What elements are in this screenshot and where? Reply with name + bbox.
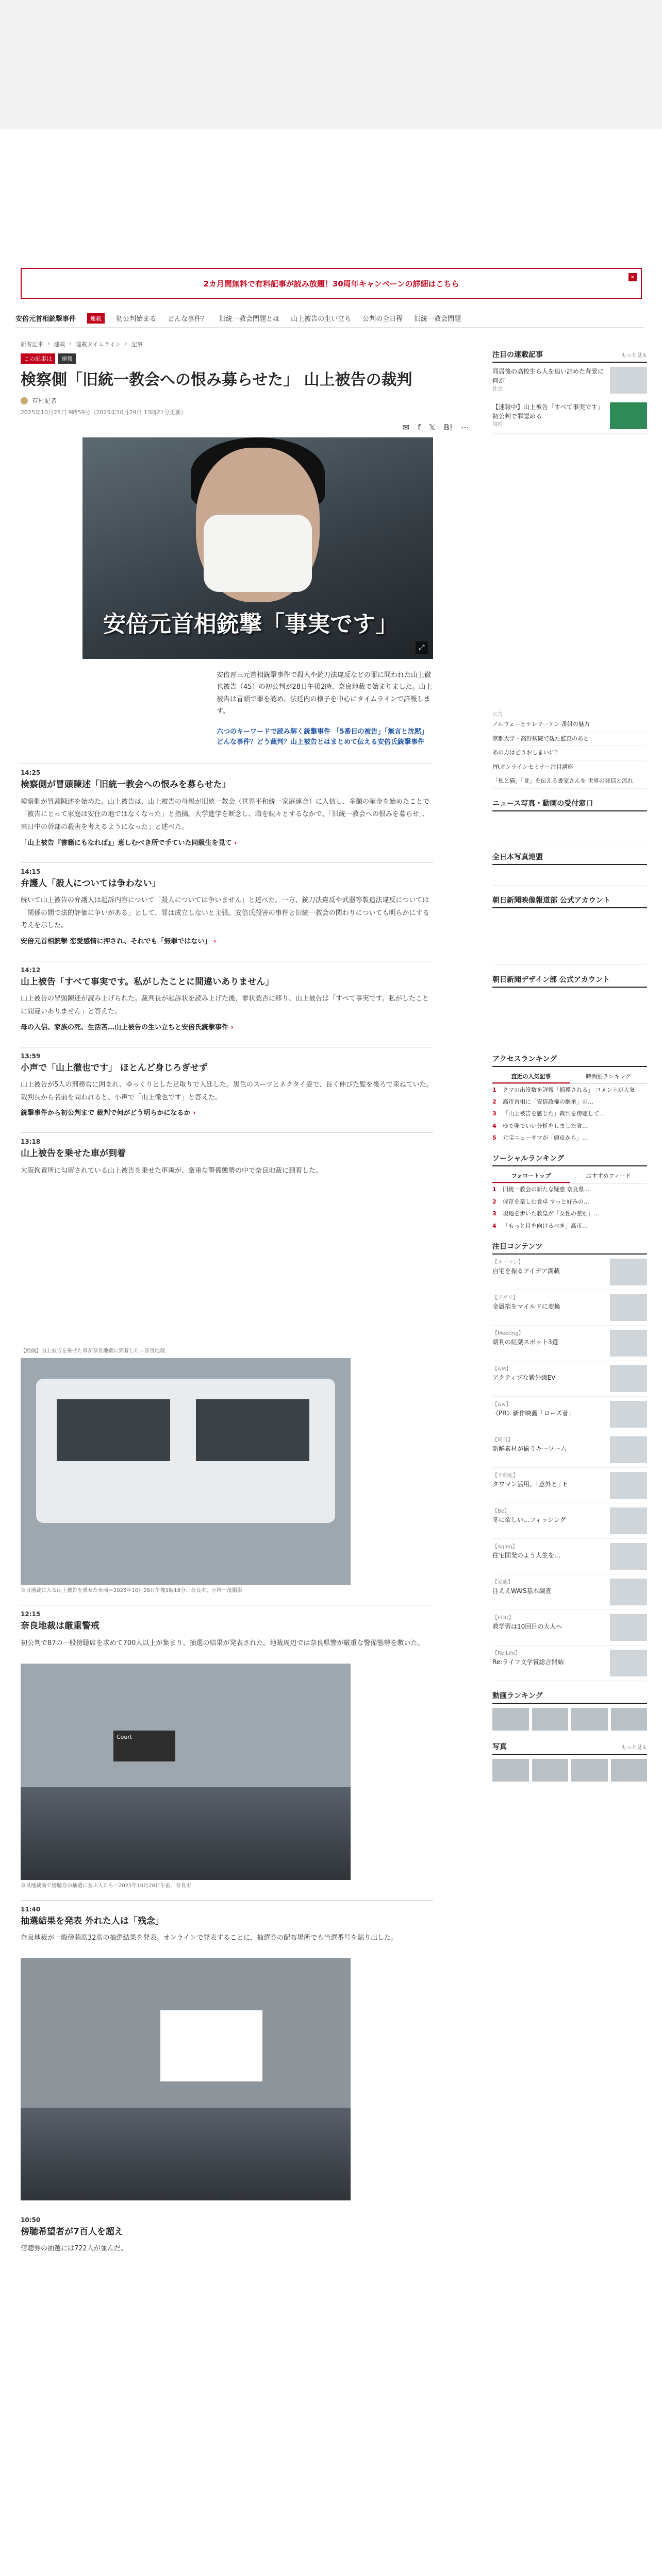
entry-body: 山上被告が5人の刑務官に囲まれ、ゆっくりとした足取りで入廷した。黒色のスーツとネクタイ姿で、長く伸びた髪を後ろで束ねていた。裁判長から名前を問われると、小声で「山上徹也です」と答えた。 — [21, 1081, 433, 1101]
photo-lottery[interactable] — [21, 1958, 351, 2200]
video-card[interactable] — [611, 1708, 648, 1732]
entry-body: 初公判で87の一般傍聴席を求めて700人以上が集まり、抽選の結果が発表された。地裁周辺では奈良県警が厳重な警備態勢を敷いた。 — [21, 1639, 424, 1647]
timeline-entry — [21, 1605, 433, 1650]
breadcrumb: 新着記事 › 連載 › 連載タイムライン › 記事 — [21, 340, 143, 348]
sidebar-heading: 朝日新聞デザイン部 公式アカウント — [492, 974, 647, 988]
sidebar-link-list — [492, 718, 647, 789]
promo-item[interactable]: 【家族】 注ええWAIS基本調査 — [492, 1574, 647, 1610]
hero-caption: 安倍元首相銃撃「事実です」 — [103, 611, 398, 637]
ranking-tab[interactable]: 時間別ランキング — [586, 1073, 631, 1080]
photo-van-window — [57, 1399, 170, 1461]
promo-item[interactable]: 【&M】 アクティブな紫外線EV — [492, 1361, 647, 1397]
entry-body: 傍聴券の抽選には722人が並んだ。 — [21, 2245, 127, 2253]
entry-title: 検察側が冒頭陳述「旧統一教会への恨みを募らせた」 — [21, 779, 231, 790]
timeline-entry — [21, 1047, 433, 1120]
subnav-link[interactable]: 初公判始まる — [116, 315, 157, 323]
photo-van[interactable] — [21, 1358, 351, 1585]
ranking-item[interactable]: 2 高市首相に「安倍政権の継承」の… — [492, 1098, 593, 1105]
photo-card[interactable] — [532, 1759, 569, 1783]
ranking-item[interactable]: 4 ゆで卵でいい分析をしました食… — [492, 1122, 588, 1129]
more-icon[interactable]: ⋯ — [461, 422, 469, 432]
author-avatar — [21, 397, 28, 404]
ranking-tabs — [492, 1070, 647, 1084]
keyword-links[interactable]: 六つのキーワードで読み解く銃撃事件 「5番目の被告」「無言と沈黙」 どんな事件？どう裁判？山上被告とはまとめて伝える安倍氏銃撃事件 — [217, 727, 428, 747]
related-link[interactable]: 「山上被告『書籍にもなれば』」恵しむべき所で手ていた同級生を見て › — [21, 839, 237, 847]
entry-title: 奈良地裁は厳重警戒 — [21, 1621, 100, 1632]
breadcrumb-item[interactable]: 連載タイムライン — [75, 341, 121, 348]
photo-submission-box[interactable] — [492, 811, 647, 842]
timeline-entry — [21, 1900, 433, 1945]
photo-van-window — [196, 1399, 309, 1461]
mail-icon[interactable]: ✉ — [402, 422, 410, 432]
author-link[interactable]: 有村記者 — [32, 397, 57, 404]
photo-crowd[interactable] — [21, 1664, 351, 1880]
sidebar-item-title: 【速報中】山上被告「すべて事実です」 初公判で罪認める — [492, 403, 604, 420]
entry-time: 14:12 — [21, 966, 41, 974]
entry-time: 12:15 — [21, 1611, 41, 1618]
series-title[interactable]: 安倍元首相銃撃事件 — [15, 315, 76, 323]
social-item[interactable]: 1 旧統一教会の新たな疑惑 奈良県… — [492, 1186, 590, 1193]
entry-body: 山上被告の冒頭陳述が読み上げられた。裁判長が起訴状を読み上げた後、罪状認否に移り、山上被告は「すべて事実です。私がしたことに間違いありません」と答えた。 — [21, 995, 429, 1016]
related-link[interactable]: 銃撃事件から初公判まで 裁判で何がどう明らかになるか › — [21, 1109, 196, 1117]
promo-item[interactable]: 【Meeting】 朝利の紅葉スポット3選 — [492, 1326, 647, 1361]
photo-credit: 奈良地裁前で傍聴券の抽選に並ぶ人たち＝2025年10月28日午前、奈良市 — [21, 1883, 191, 1889]
sidebar-heading: ソーシャルランキング — [492, 1153, 647, 1166]
sidebar-thumb — [610, 367, 647, 394]
promo-item[interactable]: 【ル・マン】 自宅を振るアイデア満載 — [492, 1255, 647, 1290]
timeline-entry — [21, 862, 433, 947]
subnav-link[interactable]: 山上被告の生い立ち — [291, 315, 352, 323]
label-badge: この記事は — [21, 353, 55, 364]
entry-body: 検察側が冒頭陳述を始めた。山上被告は、山上被告の母親が旧統一教会（世界平和統一家庭連合）に入信し、多額の献金を始めたことで「被告にとって家庭は安住の地ではなくなった」と指摘。大学進学を断念し、職を転々とするなかで、「旧統一教会への恨みを募らせ」、来日中の幹部の殺害を考えるようになった」と述べた。 — [21, 798, 430, 832]
entry-title: 小声で「山上徹也です」 ほとんど身じろぎせず — [21, 1062, 208, 1073]
entry-body: 奈良地裁が一般傍聴席32席の抽選結果を発表。オンラインで発表することに、抽選券の配布場所でも当選番号を貼り出した。 — [21, 1934, 398, 1942]
article-main — [21, 340, 469, 2269]
embed-placeholder — [21, 1191, 433, 1345]
ranking-item[interactable]: 1 クマの出没数を詳報「捕獲される」 コメントが人気 — [492, 1086, 635, 1093]
article-labels — [21, 353, 469, 364]
expand-icon[interactable]: ⤢ — [416, 641, 428, 654]
hatena-icon[interactable]: B! — [443, 422, 453, 432]
sidebar-item[interactable]: 【速報中】山上被告「すべて事実です」 初公判で罪認める 国内 — [492, 398, 647, 434]
entry-title: 弁護人「殺人については争わない」 — [21, 878, 161, 889]
entry-time: 13:18 — [21, 1138, 41, 1146]
series-subnav — [15, 309, 644, 328]
byline — [21, 396, 469, 405]
promo-item[interactable]: 【Aging】 住宅開発のよう人生を… — [492, 1539, 647, 1574]
timeline-entry — [21, 1132, 433, 1177]
sidebar-link[interactable]: あの力はどうおしまいに？ — [492, 746, 647, 760]
social-item[interactable]: 3 現地を歩いた教皇が「女性の差別」… — [492, 1210, 599, 1217]
sidebar-item[interactable]: 同居後の高校生ら人を追い詰めた背景に何が 社会 — [492, 363, 647, 398]
video-card[interactable] — [532, 1708, 569, 1732]
facebook-icon[interactable]: f — [418, 422, 421, 432]
campaign-banner[interactable] — [21, 268, 642, 299]
account-box[interactable] — [492, 908, 647, 965]
photo-caption: 【動画】山上被告を乗せた車が奈良地裁に到着した＝奈良地裁 — [21, 1348, 165, 1354]
hero-figure-mask — [204, 515, 312, 592]
promo-item[interactable]: 【Re:Life】 Re:ライフ文学賞総合開始 — [492, 1646, 647, 1681]
sidebar-heading: ニュース写真・動画の受付窓口 — [492, 798, 647, 811]
top-blank-area — [0, 0, 662, 129]
promo-item[interactable]: 【朝日】 新鮮素材が揃うキーワーム — [492, 1432, 647, 1468]
entry-title: 山上被告を乗せた車が到着 — [21, 1148, 126, 1159]
subnav-link[interactable]: 公判の全日程 — [362, 315, 403, 323]
social-tabs — [492, 1170, 647, 1183]
photo-court-sign: Court — [113, 1731, 175, 1761]
label-badge: 速報 — [58, 353, 76, 364]
sidebar-heading: 動画ランキング — [492, 1690, 647, 1704]
series-tag: 連載 — [87, 313, 105, 324]
video-card[interactable] — [492, 1708, 529, 1732]
entry-time: 14:15 — [21, 868, 41, 875]
promo-item[interactable]: 【不動産】 タワマン活用、「意外と」E — [492, 1468, 647, 1503]
breadcrumb-item[interactable]: 連載 — [54, 341, 65, 348]
subnav-link[interactable]: どんな事件？ — [168, 315, 208, 323]
sidebar-thumb — [610, 402, 647, 429]
timeline-entry — [21, 2211, 433, 2256]
promo-item[interactable]: 【Be】 冬に欲しい…フィッシング — [492, 1503, 647, 1539]
photo-crowd-people — [21, 1787, 351, 1880]
entry-body: 続いて山上被告の弁護人は起訴内容について「殺人については争いません」と述べた。一方、銃刀法違反や武器等製造法違反については「関係の間で法的評価に争いがある」として、罪は成立しないと主張。安倍氏殺害の事件と旧統一教会の関わりについても明らかにする考えを示した。 — [21, 896, 429, 930]
video-card[interactable] — [571, 1708, 608, 1732]
ad-space — [492, 434, 647, 702]
x-icon[interactable]: 𝕏 — [428, 422, 436, 432]
social-item[interactable]: 2 保存を楽しむ食卓 すっと好みの… — [492, 1198, 589, 1205]
breadcrumb-item[interactable]: 新着記事 — [21, 341, 43, 348]
entry-time: 13:59 — [21, 1052, 41, 1060]
social-tab[interactable]: フォロートップ — [492, 1170, 570, 1183]
close-icon[interactable]: × — [628, 273, 637, 281]
share-bar — [21, 422, 469, 432]
sidebar-heading: 写真 もっと見る — [492, 1741, 647, 1755]
timeline-entry — [21, 961, 433, 1033]
timeline-entry — [21, 764, 433, 849]
photo-card[interactable] — [492, 1759, 529, 1783]
sidebar-link[interactable]: ノルウェーとテレマーケン 番組の魅力 — [492, 718, 647, 732]
photo-league-box[interactable] — [492, 865, 647, 886]
social-tab[interactable]: おすすめフィード — [586, 1173, 631, 1180]
promo-item[interactable]: 【EDU】 教学習は10回目の大人へ — [492, 1610, 647, 1646]
account-box[interactable] — [492, 988, 647, 1044]
sidebar-heading: 朝日新聞映像報道部 公式アカウント — [492, 895, 647, 908]
article-dates: 2025年10月28日 9時59分（2025年10月29日 13時21分更新） — [21, 409, 187, 416]
social-item[interactable]: 4 「もっと目を向けるべき」高市… — [492, 1222, 588, 1229]
article-headline: 検察側「旧統一教会への恨み募らせた」 山上被告の裁判 — [21, 371, 412, 389]
photo-card[interactable] — [571, 1759, 608, 1783]
ranking-tab[interactable]: 直近の人気記事 — [492, 1070, 570, 1083]
entry-title: 抽選結果を発表 外れた人は「残念」 — [21, 1916, 164, 1926]
more-link[interactable]: もっと見る — [621, 353, 647, 359]
entry-time: 10:50 — [21, 2216, 41, 2224]
photo-grid — [492, 1759, 647, 1783]
photo-credit: 奈良地裁に入る山上被告を乗せた車両＝2025年10月28日午後1時18分、奈良市、小林一茂撮影 — [21, 1588, 242, 1594]
sidebar-heading: 注目コンテンツ — [492, 1241, 647, 1255]
article-intro: 安倍晋三元首相銃撃事件で殺人や銃刀法違反などの罪に問われた山上徹也被告（45）の初公判が28日午後2時、奈良地裁で始まりました。山上被告は冒頭で罪を認め、法廷内の様子を中心にタイムラインで詳報します。 — [217, 671, 433, 716]
promo-item[interactable]: 【アグリ】 金属箔をマイルドに変換 — [492, 1290, 647, 1326]
promo-item[interactable]: 【&w】 《PR》新作映画「ローズ者」 — [492, 1397, 647, 1432]
ad-label: 広告 — [492, 712, 503, 718]
hero-image[interactable] — [82, 437, 433, 659]
entry-time: 11:40 — [21, 1905, 41, 1913]
video-ranking-grid — [492, 1708, 647, 1732]
subnav-link[interactable]: 旧統一教会問題とは — [219, 315, 280, 323]
sidebar-link[interactable]: 京都大学・高野病院で観た監査のあと — [492, 732, 647, 747]
campaign-banner-text[interactable]: 2カ月間無料で有料記事が読み放題！30周年キャンペーンの詳細はこちら — [203, 279, 459, 289]
ranking-item[interactable]: 3 「山上被告を感じた」裁判を傍聴して… — [492, 1110, 605, 1117]
entry-title: 山上被告「すべて事実です。私がしたことに間違いありません」 — [21, 976, 274, 987]
ranking-item[interactable]: 5 元宝ニューサマが「頭皮から」… — [492, 1134, 588, 1142]
sidebar-link[interactable]: 「私と猫」「食」を伝える書家さんを 世界の発信と流れ — [492, 774, 647, 789]
entry-body: 大阪拘置所に勾留されている山上被告を乗せた車両が、厳重な警備態勢の中で奈良地裁に到着した。 — [21, 1166, 323, 1175]
photo-lottery-board — [160, 2010, 263, 2082]
breadcrumb-item: 記事 — [131, 341, 143, 348]
more-link[interactable]: もっと見る — [621, 1745, 647, 1751]
sidebar-item-title: 同居後の高校生ら人を追い詰めた背景に何が — [492, 368, 604, 384]
photo-lottery-people — [21, 2108, 351, 2200]
sidebar — [492, 340, 647, 1783]
sidebar-heading: 全日本写真連盟 — [492, 852, 647, 865]
photo-card[interactable] — [611, 1759, 648, 1783]
sidebar-link[interactable]: PRオンラインセミナー注目講座 — [492, 760, 647, 775]
sidebar-heading: 注目の連載記事 もっと見る — [492, 349, 647, 363]
sidebar-heading: アクセスランキング — [492, 1054, 647, 1067]
entry-title: 傍聴希望者が7百人を超え — [21, 2226, 123, 2237]
related-link[interactable]: 安倍元首相銃撃 恋愛感情に押され、それでも「無罪ではない」 › — [21, 938, 217, 946]
subnav-link[interactable]: 旧統一教会問題 — [414, 315, 461, 323]
related-link[interactable]: 母の入信、家族の死、生活苦…山上被告の生い立ちと安倍氏銃撃事件 › — [21, 1023, 234, 1031]
timeline — [21, 764, 433, 2256]
entry-time: 14:25 — [21, 769, 41, 777]
